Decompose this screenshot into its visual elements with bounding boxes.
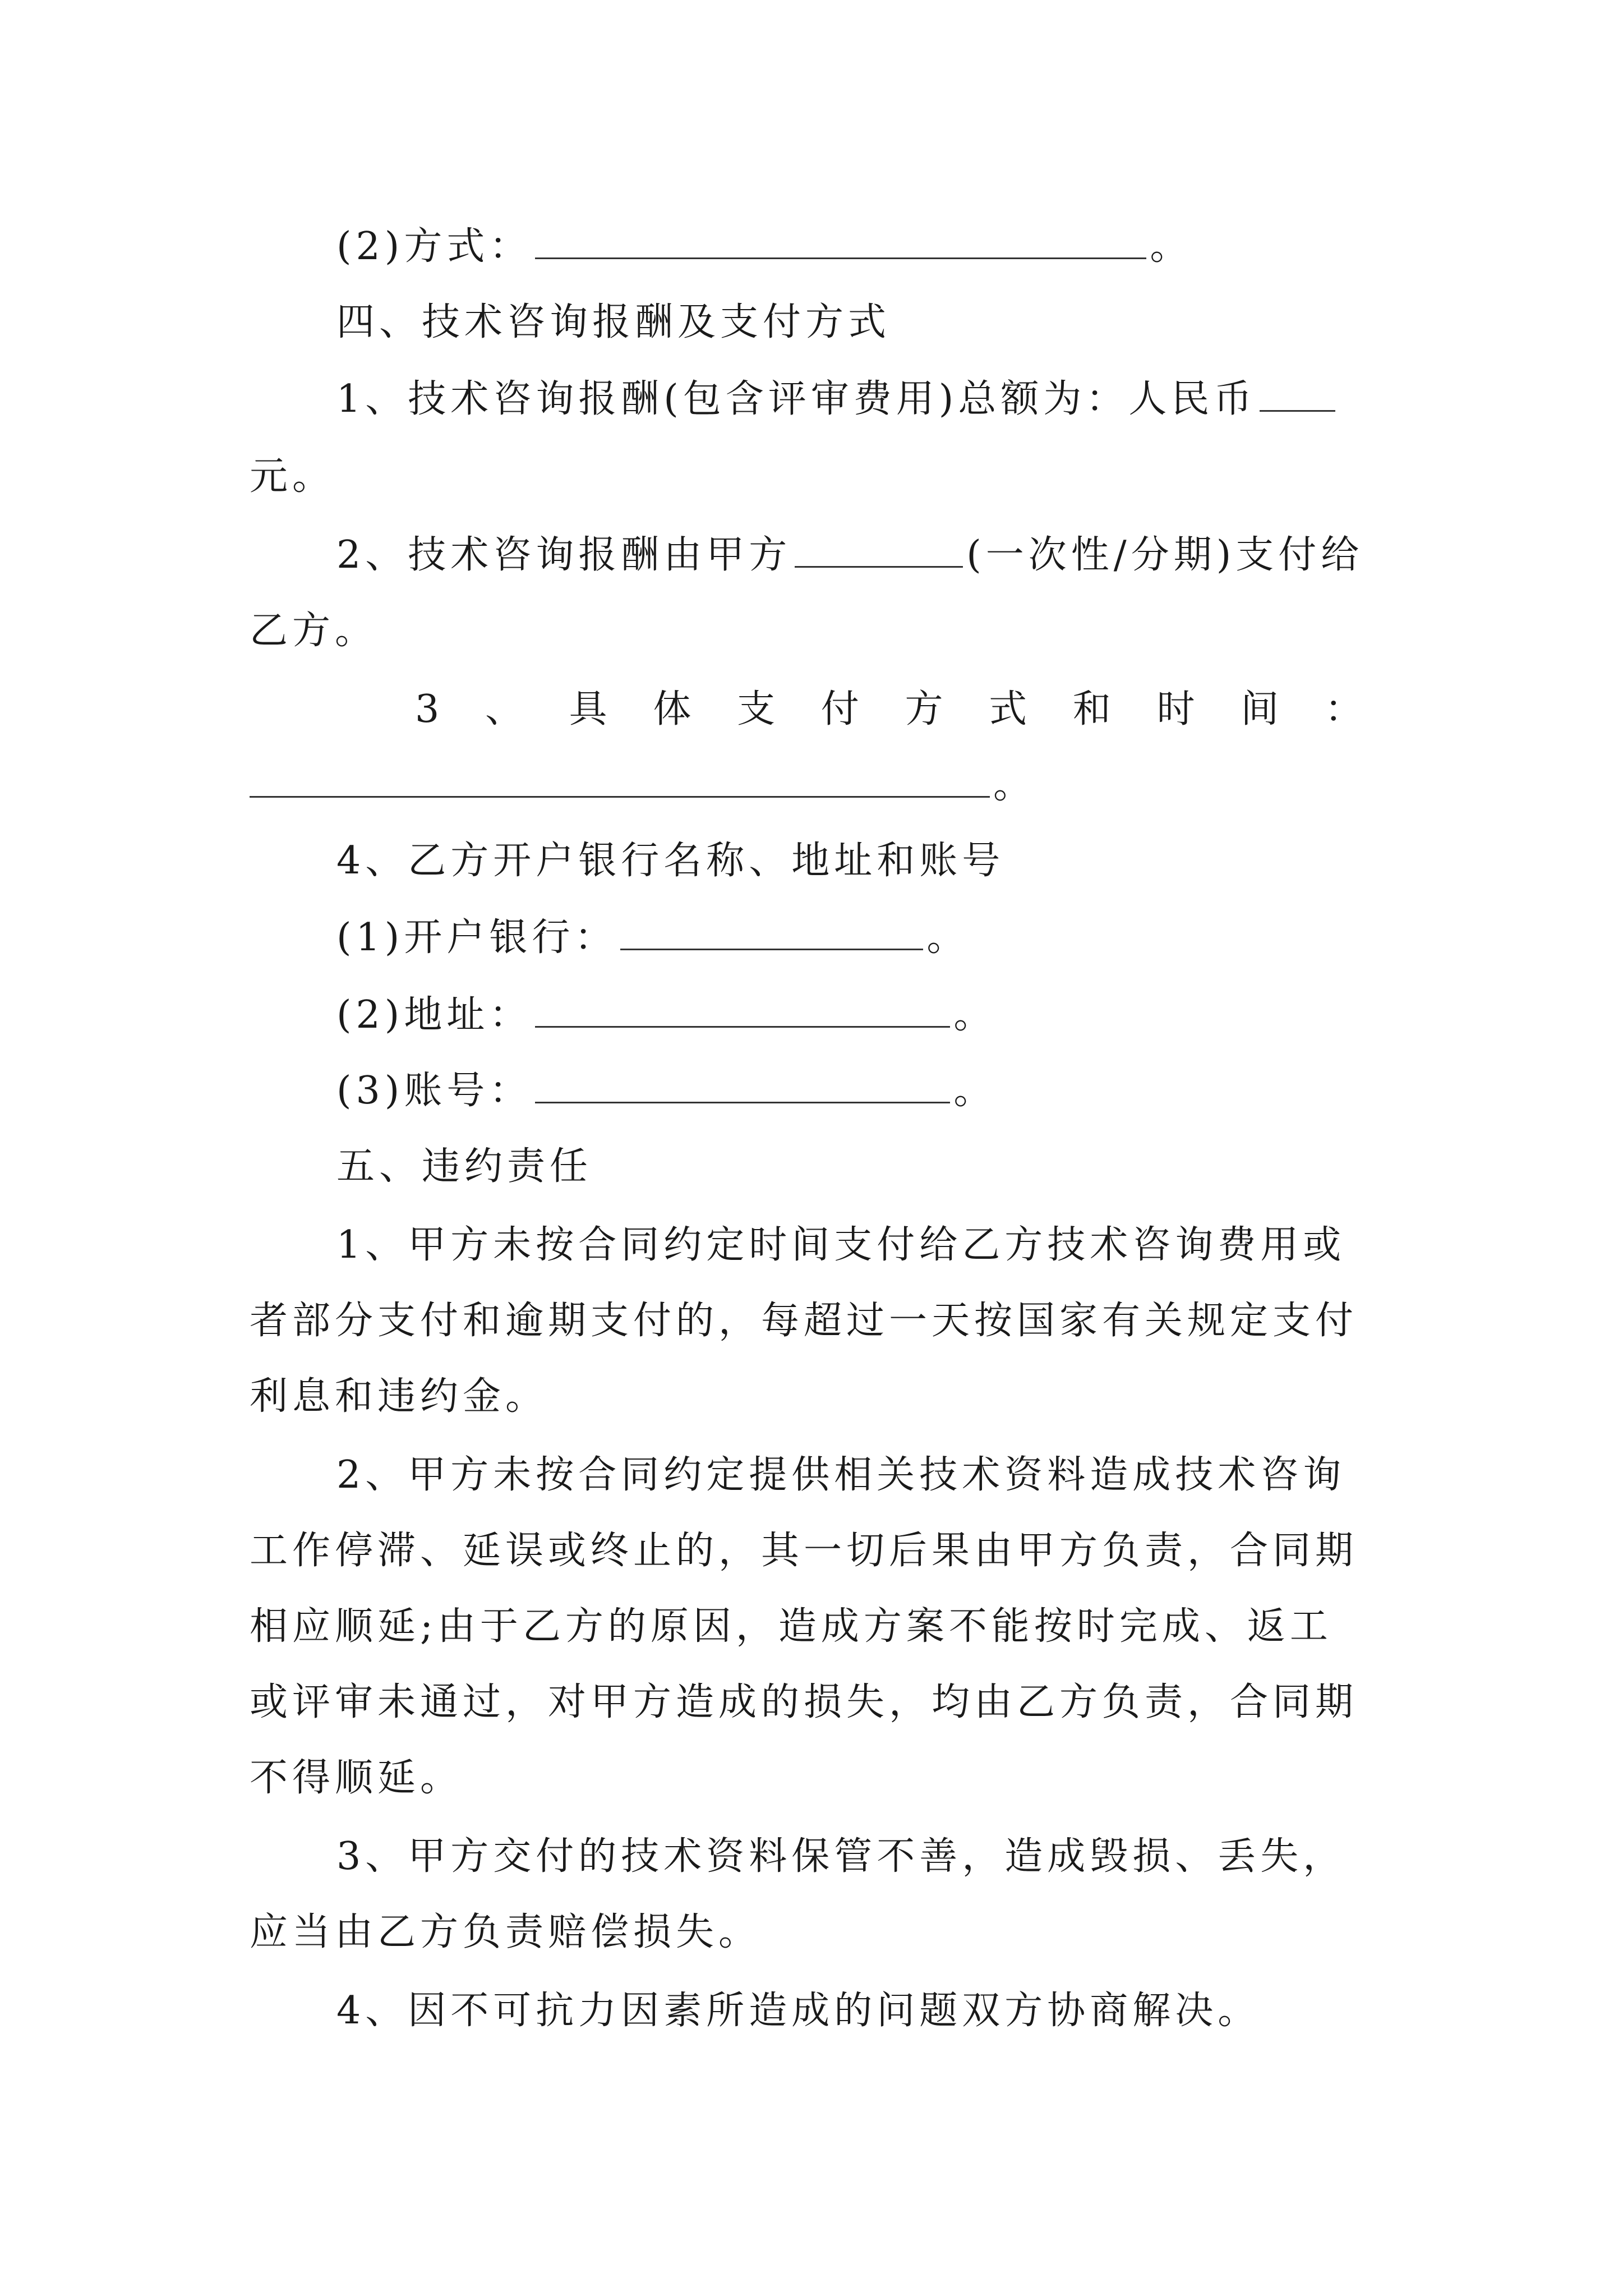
- payment-time-char: 、: [485, 687, 523, 731]
- section-5-heading: 五、违约责任: [336, 1144, 593, 1189]
- bank-name-line: [336, 915, 1382, 960]
- bank-address-label: (2)地址：: [336, 993, 532, 1037]
- payment-time-char: 体: [653, 687, 691, 731]
- section-4-heading: 四、技术咨询报酬及支付方式: [336, 300, 891, 344]
- payment-time-end: 。: [993, 763, 1036, 807]
- payment-mode-line: [336, 533, 1382, 578]
- payment-time-char: 支: [737, 687, 776, 731]
- bank-account-line: [336, 1069, 1382, 1114]
- bank-account-label: (3)账号：: [336, 1069, 532, 1113]
- payment-time-char: 方: [905, 687, 943, 731]
- method-end: 。: [1150, 224, 1193, 269]
- liability-2-line-2: 工作停滞、延误或终止的，其一切后果由甲方负责，合同期: [250, 1529, 1358, 1573]
- fee-total-text: 1、技术咨询报酬(包含评审费用)总额为：人民币: [336, 377, 1257, 421]
- payment-mode-blank: [795, 533, 963, 568]
- payment-time-char: 和: [1072, 687, 1111, 731]
- fee-total-line: [336, 377, 1382, 422]
- bank-address-line: [336, 993, 1382, 1038]
- liability-2-line-4: 或评审未通过，对甲方造成的损失，均由乙方负责，合同期: [250, 1680, 1358, 1724]
- fee-total-blank: [1260, 378, 1335, 412]
- bank-address-end: 。: [953, 993, 997, 1037]
- liability-1-line-1: 1、甲方未按合同约定时间支付给乙方技术咨询费用或: [336, 1223, 1346, 1267]
- payment-time-char: 具: [569, 687, 607, 731]
- liability-3-line-2: 应当由乙方负责赔偿损失。: [250, 1910, 762, 1954]
- bank-name-label: (1)开户银行：: [336, 915, 617, 960]
- method-label: (2)方式：: [336, 224, 532, 269]
- liability-1-line-3: 利息和违约金。: [250, 1374, 548, 1419]
- liability-2-line-3: 相应顺延;由于乙方的原因，造成方案不能按时完成、返工: [250, 1604, 1332, 1649]
- liability-3-line-1: 3、甲方交付的技术资料保管不善，造成毁损、丢失，: [336, 1834, 1346, 1879]
- liability-1-line-2: 者部分支付和逾期支付的，每超过一天按国家有关规定支付: [250, 1299, 1358, 1343]
- bank-account-end: 。: [953, 1069, 997, 1113]
- payment-mode-continued: 乙方。: [250, 609, 378, 653]
- payment-time-char: 间: [1241, 687, 1279, 731]
- liability-2-line-5: 不得顺延。: [250, 1756, 463, 1800]
- payment-time-line: [415, 687, 1363, 732]
- fee-total-unit: 元。: [250, 454, 335, 499]
- payment-time-char: ：: [1324, 687, 1363, 731]
- bank-name-end: 。: [926, 915, 970, 960]
- bank-name-blank: [620, 916, 923, 950]
- payment-mode-text: 2、技术咨询报酬由甲方: [336, 533, 792, 577]
- bank-info-heading: 4、乙方开户银行名称、地址和账号: [336, 839, 1005, 883]
- method-blank: [535, 225, 1146, 259]
- liability-4-line-1: 4、因不可抗力因素所造成的问题双方协商解决。: [336, 1989, 1261, 2033]
- payment-time-char: 时: [1156, 687, 1195, 731]
- bank-address-blank: [535, 993, 950, 1028]
- liability-2-line-1: 2、甲方未按合同约定提供相关技术资料造成技术咨询: [336, 1453, 1346, 1497]
- method-line: [336, 224, 1382, 269]
- payment-time-char: 3: [415, 687, 440, 731]
- payment-time-blank: [250, 763, 990, 798]
- bank-account-blank: [535, 1069, 950, 1103]
- payment-time-char: 式: [989, 687, 1027, 731]
- payment-mode-options: (一次性/分期)支付给: [966, 533, 1364, 577]
- payment-time-char: 付: [820, 687, 859, 731]
- payment-time-blank-line: [250, 763, 1382, 808]
